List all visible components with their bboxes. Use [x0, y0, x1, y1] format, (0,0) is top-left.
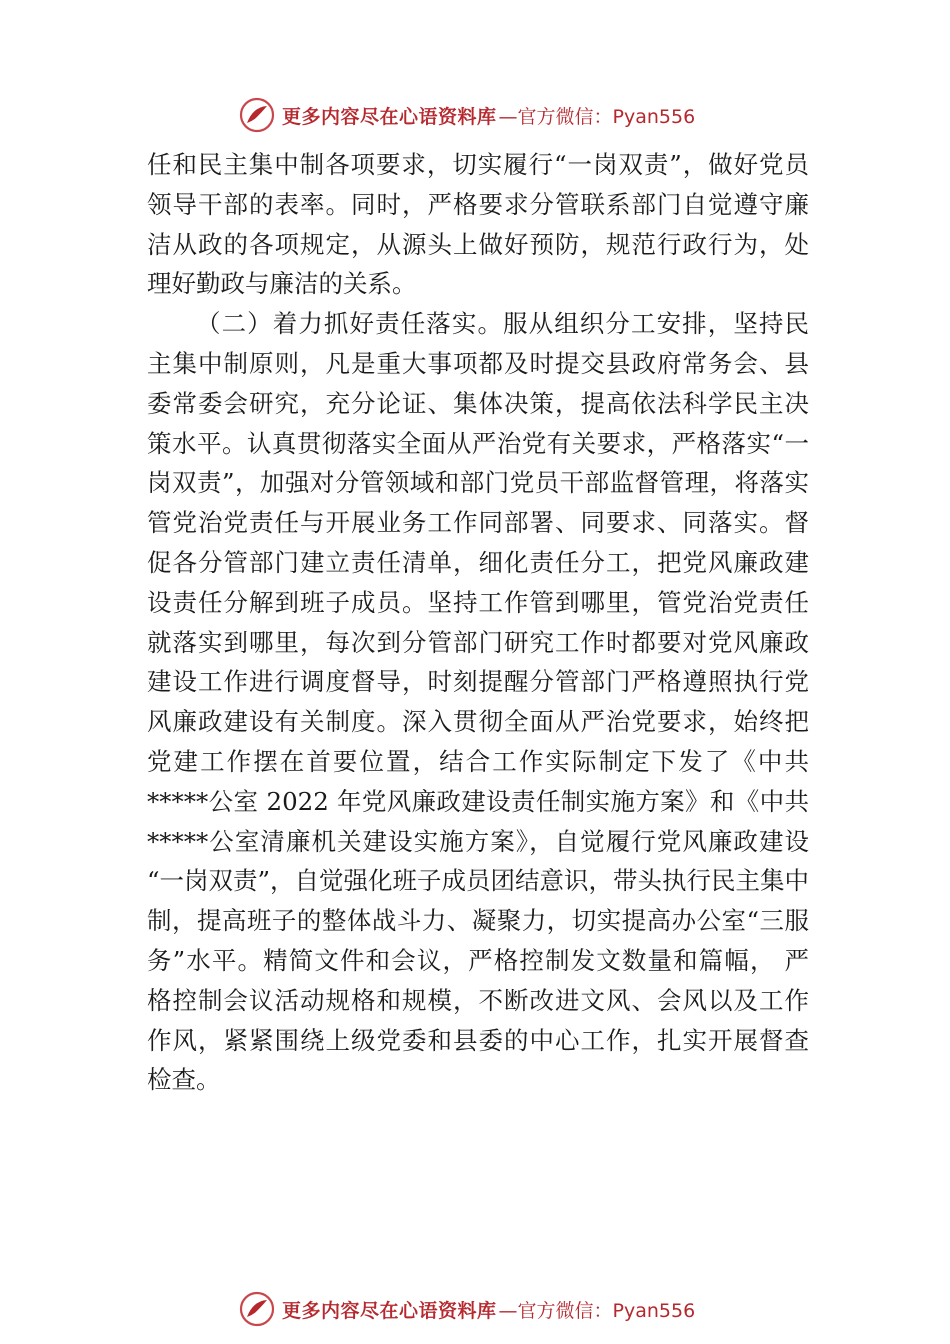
text-line: 建设工作进行调度督导，时刻提醒分管部门严格遵照执行党 [147, 667, 809, 697]
text-line: 作风，紧紧围绕上级党委和县委的中心工作，扎实开展督查 [147, 1025, 809, 1055]
brand-logo-icon [238, 96, 276, 134]
text-line: 制，提高班子的整体战斗力、凝聚力，切实提高办公室“三服 [147, 906, 809, 936]
banner-brand-text: 更多内容尽在心语资料库 [282, 1299, 497, 1322]
text-line: 理好勤政与廉洁的关系。 [147, 269, 417, 299]
text-line: 岗双责”，加强对分管领域和部门党员干部监督管理，将落实 [147, 468, 809, 498]
text-line: 风廉政建设有关制度。深入贯彻全面从严治党要求，始终把 [147, 707, 809, 737]
section-heading-line: （二）着力抓好责任落实。服从组织分工安排，坚持民 [196, 309, 809, 339]
text-line: 管党治党责任与开展业务工作同部署、同要求、同落实。督 [147, 508, 809, 538]
text-line: 领导干部的表率。同时，严格要求分管联系部门自觉遵守廉 [147, 189, 809, 219]
text-line: 检查。 [147, 1065, 221, 1095]
text-line: 委常委会研究，充分论证、集体决策，提高依法科学民主决 [147, 388, 809, 418]
text-line: 洁从政的各项规定，从源头上做好预防，规范行政行为，处 [147, 229, 809, 259]
text-line: 就落实到哪里，每次到分管部门研究工作时都要对党风廉政 [147, 627, 809, 657]
text-line: 任和民主集中制各项要求，切实履行“一岗双责”，做好党员 [147, 150, 809, 179]
footer-banner [238, 1289, 738, 1329]
text-line: 主集中制原则，凡是重大事项都及时提交县政府常务会、县 [147, 348, 809, 378]
document-body [147, 145, 809, 1100]
text-line: 促各分管部门建立责任清单，细化责任分工，把党风廉政建 [147, 547, 809, 577]
banner-brand-text: 更多内容尽在心语资料库 [282, 105, 497, 128]
text-line: 设责任分解到班子成员。坚持工作管到哪里，管党治党责任 [147, 587, 809, 617]
banner-contact-text: —官方微信：Pyan556 [498, 105, 696, 128]
text-line: 党建工作摆在首要位置，结合工作实际制定下发了《中共 [147, 746, 809, 776]
text-line: 策水平。认真贯彻落实全面从严治党有关要求，严格落实“一 [147, 428, 809, 458]
text-line: 务”水平。精简文件和会议，严格控制发文数量和篇幅， 严 [147, 945, 809, 975]
banner-contact-text: —官方微信：Pyan556 [498, 1299, 696, 1322]
header-banner [238, 95, 738, 135]
brand-logo-icon [238, 1290, 276, 1328]
text-line: *****公室清廉机关建设实施方案》，自觉履行党风廉政建设 [147, 826, 809, 856]
text-line: 格控制会议活动规格和规模，不断改进文风、会风以及工作 [147, 985, 809, 1015]
text-line: *****公室 2022 年党风廉政建设责任制实施方案》和《中共 [147, 786, 809, 816]
text-line: “一岗双责”，自觉强化班子成员团结意识，带头执行民主集中 [147, 866, 809, 896]
